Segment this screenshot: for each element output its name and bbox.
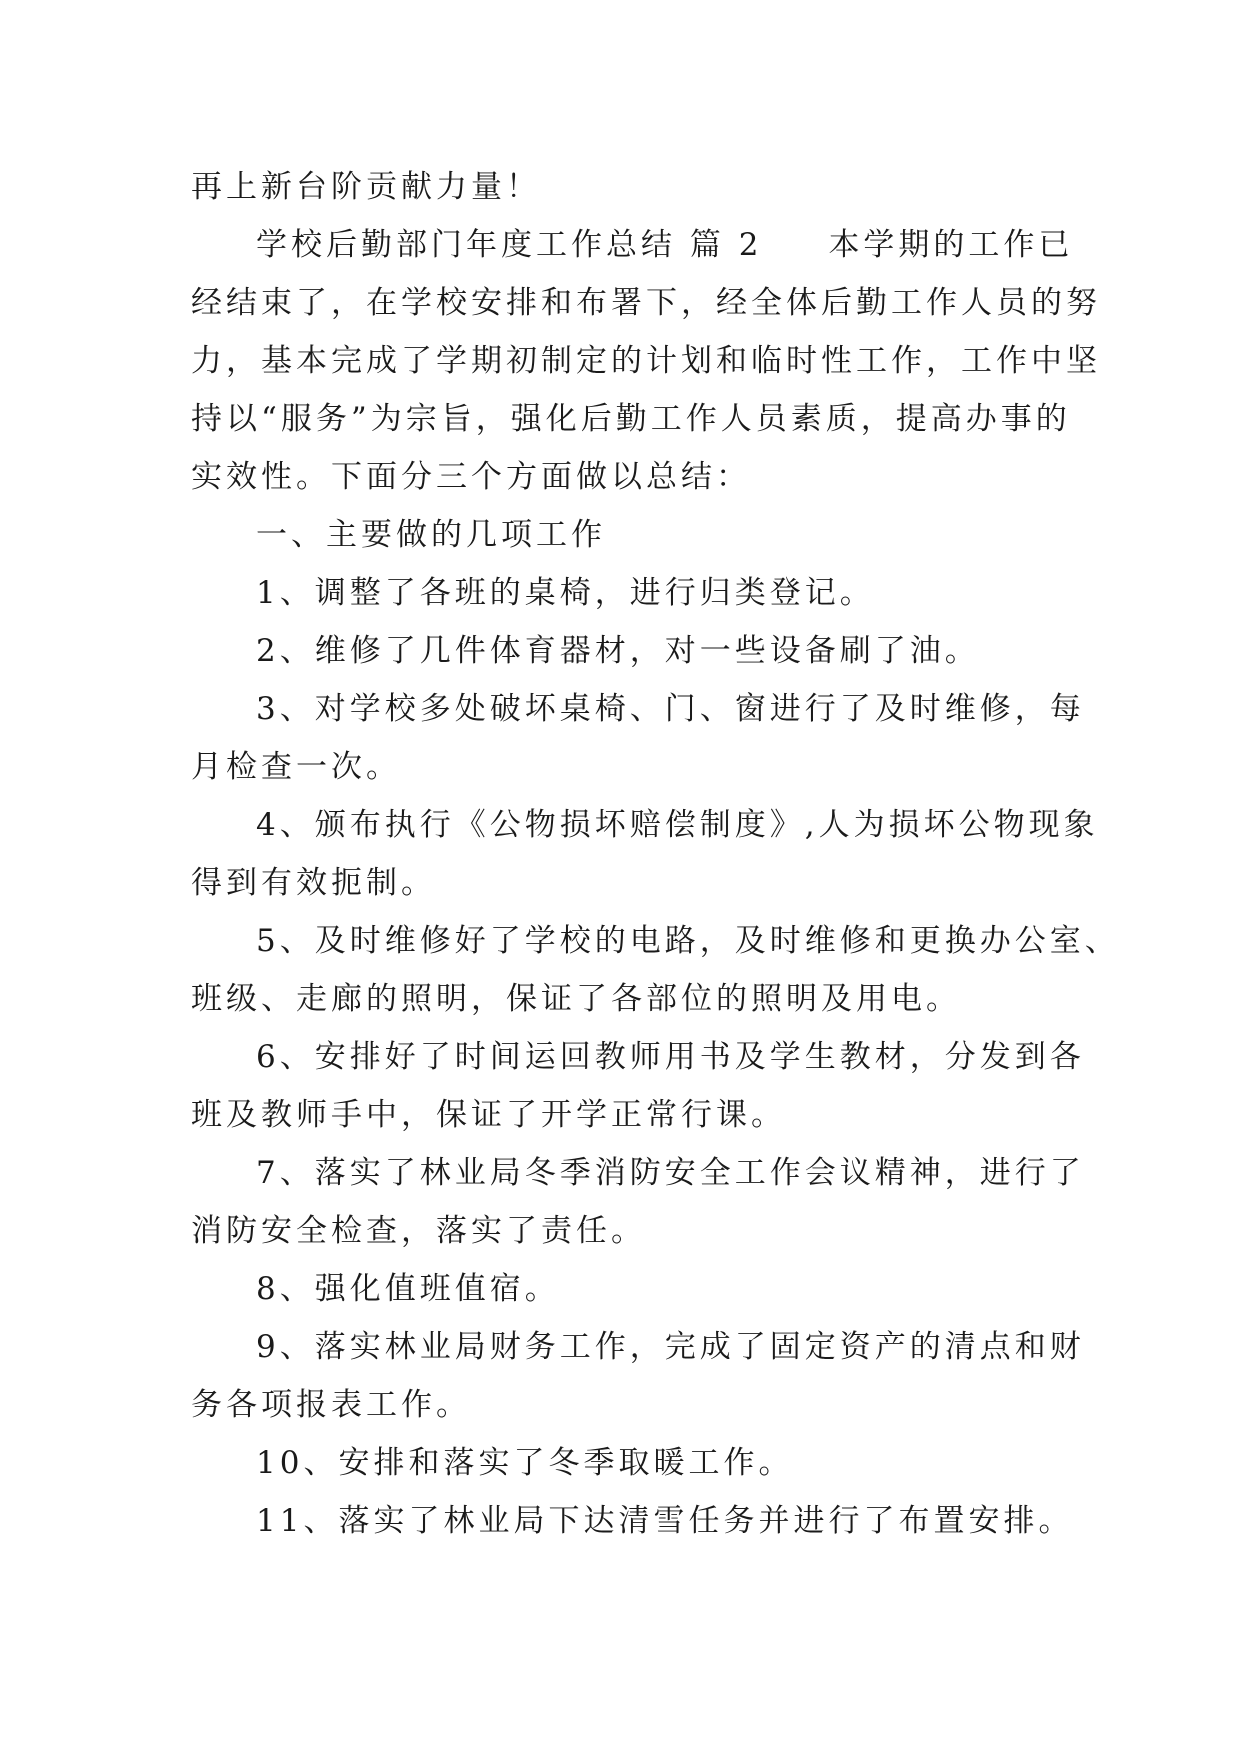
text-line: 再上新台阶贡献力量！ <box>191 169 541 205</box>
list-item: 9、落实林业局财务工作，完成了固定资产的清点和财 <box>256 1329 1085 1365</box>
list-item: 2、维修了几件体育器材，对一些设备刷了油。 <box>256 633 980 669</box>
list-item: 7、落实了林业局冬季消防安全工作会议精神，进行了 <box>256 1155 1085 1191</box>
list-item: 5、及时维修好了学校的电路，及时维修和更换办公室、 <box>256 923 1120 959</box>
list-item-continuation: 班及教师手中，保证了开学正常行课。 <box>191 1097 786 1133</box>
text-line: 力，基本完成了学期初制定的计划和临时性工作，工作中坚 <box>191 343 1101 379</box>
list-item-continuation: 务各项报表工作。 <box>191 1387 471 1423</box>
section-title-line <box>191 216 1074 274</box>
paragraph-start: 本学期的工作已 <box>828 227 1074 263</box>
document-body <box>191 158 1120 1550</box>
section-title: 学校后勤部门年度工作总结 篇 2 <box>256 227 763 263</box>
list-item: 10、安排和落实了冬季取暖工作。 <box>256 1445 794 1481</box>
text-line: 持以“服务”为宗旨，强化后勤工作人员素质，提高办事的 <box>191 401 1071 437</box>
list-item-continuation: 班级、走廊的照明，保证了各部位的照明及用电。 <box>191 981 961 1017</box>
list-item: 4、颁布执行《公物损坏赔偿制度》,人为损坏公物现象 <box>256 807 1099 843</box>
heading-line: 一、主要做的几项工作 <box>256 517 606 553</box>
list-item-continuation: 消防安全检查，落实了责任。 <box>191 1213 646 1249</box>
list-item: 3、对学校多处破坏桌椅、门、窗进行了及时维修，每 <box>256 691 1085 727</box>
list-item: 11、落实了林业局下达清雪任务并进行了布置安排。 <box>256 1503 1074 1539</box>
list-item-continuation: 得到有效扼制。 <box>191 865 436 901</box>
list-item: 8、强化值班值宿。 <box>256 1271 560 1307</box>
list-item: 1、调整了各班的桌椅，进行归类登记。 <box>256 575 875 611</box>
text-line: 经结束了，在学校安排和布署下，经全体后勤工作人员的努 <box>191 285 1101 321</box>
text-line: 实效性。下面分三个方面做以总结： <box>191 459 751 495</box>
list-item-continuation: 月检查一次。 <box>191 749 401 785</box>
list-item: 6、安排好了时间运回教师用书及学生教材，分发到各 <box>256 1039 1085 1075</box>
